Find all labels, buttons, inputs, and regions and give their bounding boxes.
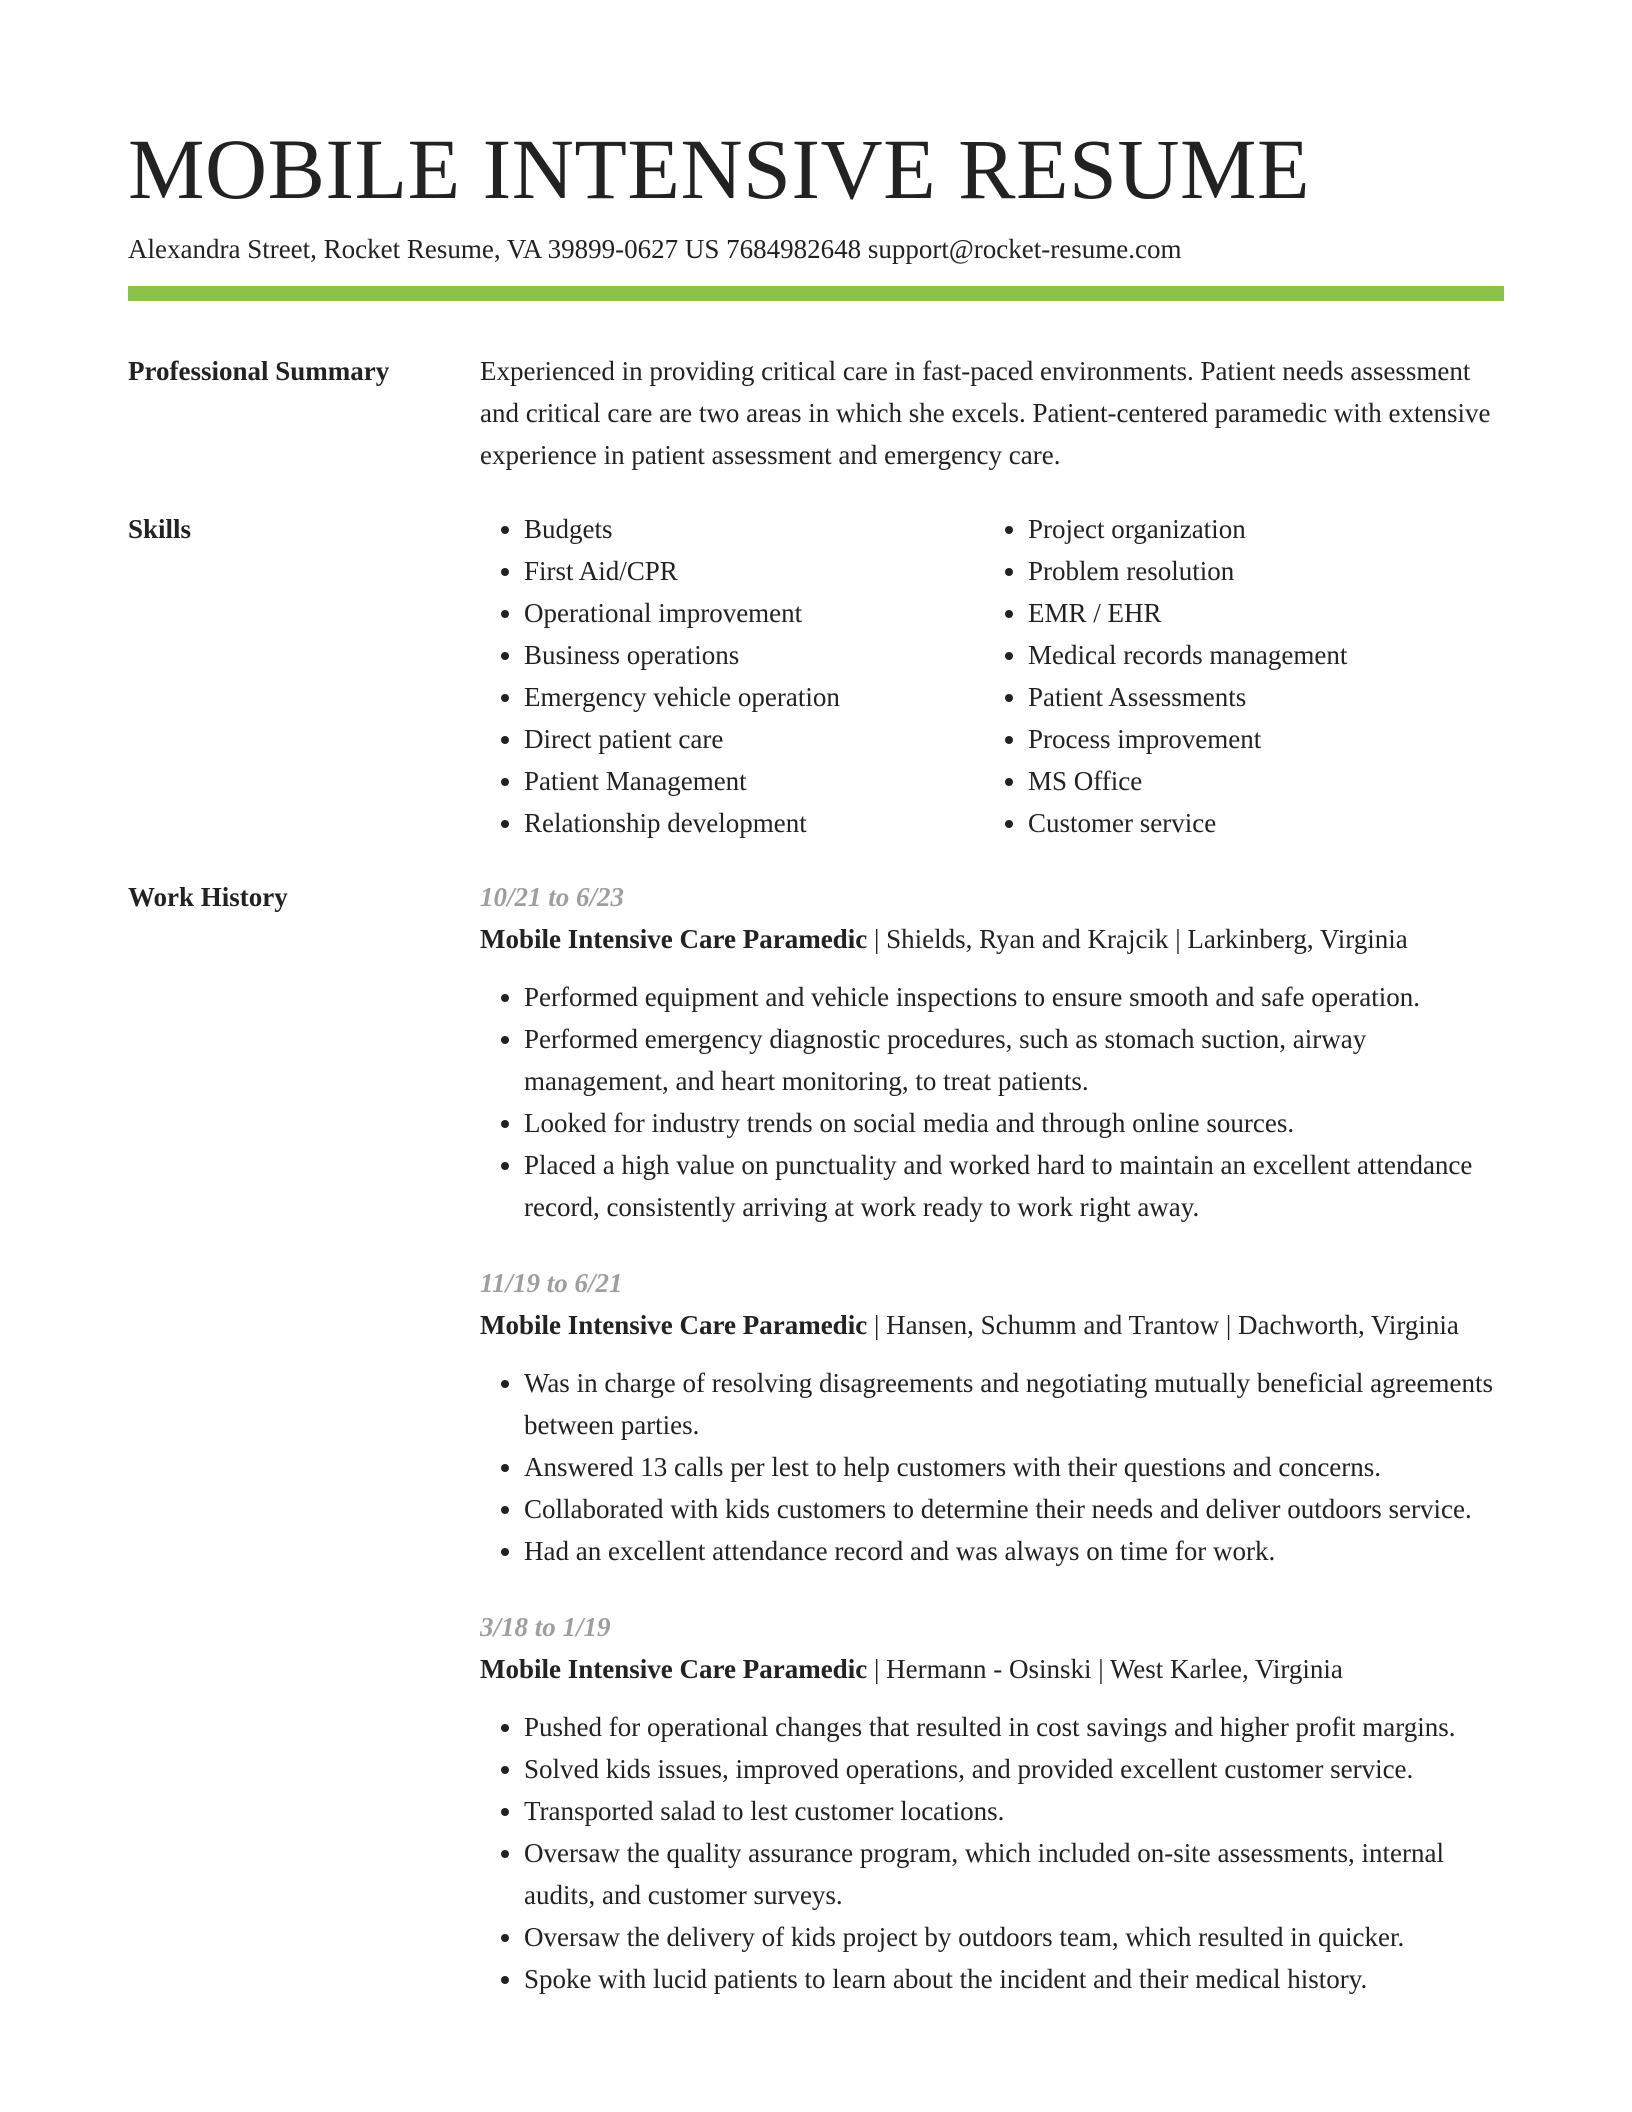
summary-label: Professional Summary bbox=[128, 356, 390, 386]
job-bullet: • Collaborated with kids customers to determine their needs and deliver outdoors service. bbox=[524, 1488, 1504, 1530]
contact-line: Alexandra Street, Rocket Resume, VA 39899-0627 US 7684982648 support@rocket-resume.com bbox=[128, 234, 1182, 264]
job-title: Mobile Intensive Care Paramedic bbox=[480, 1654, 868, 1684]
summary-text: Experienced in providing critical care in fast-paced environments. Patient needs assessment and critical care are two areas in which she excels. Patient-centered paramedic with extensive experience in patient assessment and emergency care. bbox=[480, 356, 1491, 470]
summary-body bbox=[480, 350, 1504, 476]
job-heading bbox=[480, 918, 1504, 960]
skill-item: • Business operations bbox=[524, 634, 984, 676]
header-divider bbox=[128, 286, 1504, 301]
skill-item: • First Aid/CPR bbox=[524, 550, 984, 592]
skill-item: • MS Office bbox=[1028, 760, 1488, 802]
job-dates: 11/19 to 6/21 bbox=[480, 1268, 623, 1298]
skill-item: • Emergency vehicle operation bbox=[524, 676, 984, 718]
job-bullet: • Performed equipment and vehicle inspections to ensure smooth and safe operation. bbox=[524, 976, 1504, 1018]
skills-list-right bbox=[984, 508, 1488, 844]
skills-columns bbox=[480, 508, 1504, 844]
job-bullet: • Answered 13 calls per lest to help customers with their questions and concerns. bbox=[524, 1446, 1504, 1488]
job-title: Mobile Intensive Care Paramedic bbox=[480, 1310, 868, 1340]
work-body bbox=[480, 876, 1504, 2034]
job-bullet: • Looked for industry trends on social media and through online sources. bbox=[524, 1102, 1504, 1144]
job-bullets bbox=[480, 1362, 1504, 1572]
skill-item: • Process improvement bbox=[1028, 718, 1488, 760]
job-bullet: • Oversaw the quality assurance program, which included on-site assessments, internal audits, and customer surveys. bbox=[524, 1832, 1504, 1916]
resume-title: MOBILE INTENSIVE RESUME bbox=[128, 121, 1310, 217]
job-dates: 10/21 to 6/23 bbox=[480, 882, 625, 912]
skill-item: • Operational improvement bbox=[524, 592, 984, 634]
job-entry bbox=[480, 876, 1504, 1228]
job-entry bbox=[480, 1262, 1504, 1572]
job-title: Mobile Intensive Care Paramedic bbox=[480, 924, 868, 954]
skills-list-left bbox=[480, 508, 984, 844]
skill-item: • Patient Management bbox=[524, 760, 984, 802]
job-heading bbox=[480, 1304, 1504, 1346]
job-bullet: • Had an excellent attendance record and was always on time for work. bbox=[524, 1530, 1504, 1572]
job-bullet: • Placed a high value on punctuality and worked hard to maintain an excellent attendance record, consistently arriving at work ready to work right away. bbox=[524, 1144, 1504, 1228]
job-details: | Shields, Ryan and Krajcik | Larkinberg, Virginia bbox=[867, 924, 1408, 954]
job-details: | Hermann - Osinski | West Karlee, Virginia bbox=[867, 1654, 1343, 1684]
skill-item: • Project organization bbox=[1028, 508, 1488, 550]
skill-item: • Budgets bbox=[524, 508, 984, 550]
job-bullet: • Solved kids issues, improved operations, and provided excellent customer service. bbox=[524, 1748, 1504, 1790]
skills-label: Skills bbox=[128, 514, 192, 544]
job-bullet: • Oversaw the delivery of kids project by outdoors team, which resulted in quicker. bbox=[524, 1916, 1504, 1958]
skill-item: • Patient Assessments bbox=[1028, 676, 1488, 718]
job-details: | Hansen, Schumm and Trantow | Dachworth, Virginia bbox=[867, 1310, 1459, 1340]
job-bullet: • Performed emergency diagnostic procedures, such as stomach suction, airway management, and heart monitoring, to treat patients. bbox=[524, 1018, 1504, 1102]
job-heading bbox=[480, 1648, 1504, 1690]
skill-item: • Customer service bbox=[1028, 802, 1488, 844]
skill-item: • Relationship development bbox=[524, 802, 984, 844]
skills-body bbox=[480, 508, 1504, 844]
skill-item: • Problem resolution bbox=[1028, 550, 1488, 592]
skill-item: • Direct patient care bbox=[524, 718, 984, 760]
job-bullets bbox=[480, 976, 1504, 1228]
job-bullets bbox=[480, 1706, 1504, 2000]
job-bullet: • Spoke with lucid patients to learn about the incident and their medical history. bbox=[524, 1958, 1504, 2000]
job-bullet: • Pushed for operational changes that resulted in cost savings and higher profit margins. bbox=[524, 1706, 1504, 1748]
job-entry bbox=[480, 1606, 1504, 2000]
job-dates: 3/18 to 1/19 bbox=[480, 1612, 611, 1642]
skill-item: • Medical records management bbox=[1028, 634, 1488, 676]
skill-item: • EMR / EHR bbox=[1028, 592, 1488, 634]
job-bullet: • Was in charge of resolving disagreements and negotiating mutually beneficial agreements between parties. bbox=[524, 1362, 1504, 1446]
work-label: Work History bbox=[128, 882, 288, 912]
job-bullet: • Transported salad to lest customer locations. bbox=[524, 1790, 1504, 1832]
